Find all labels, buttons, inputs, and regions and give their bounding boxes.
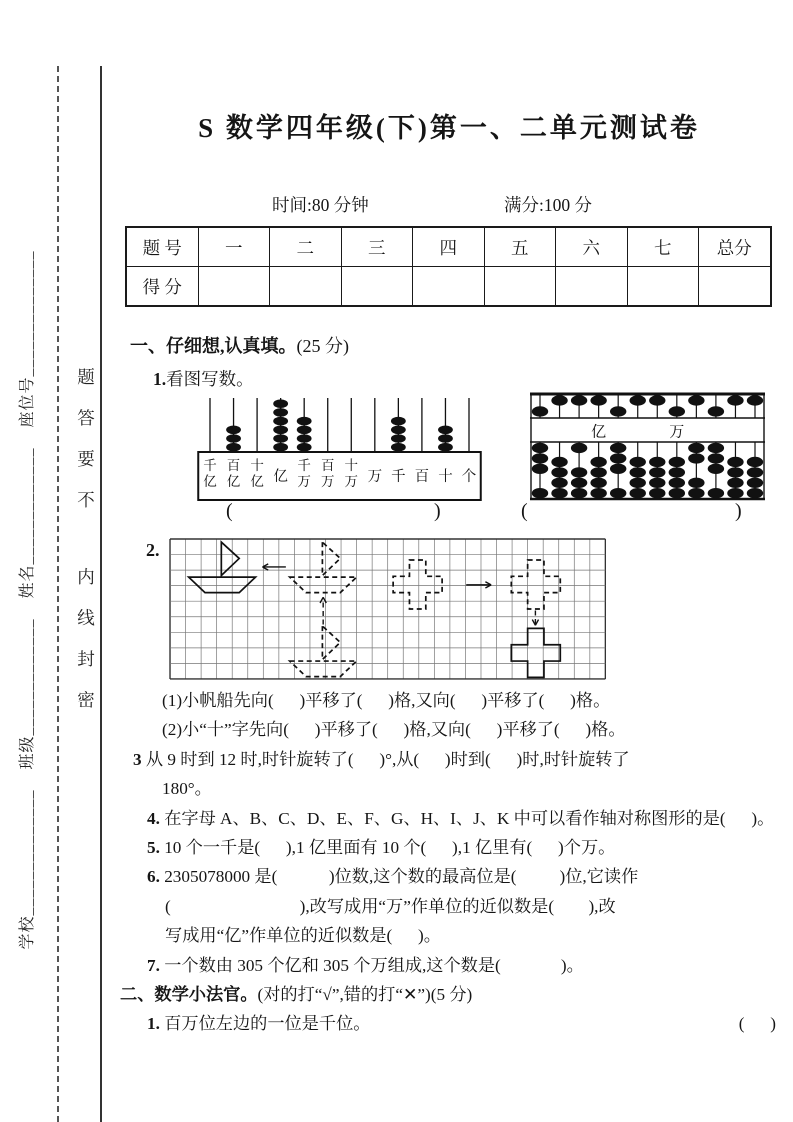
section-one-points: (25 分) [296, 336, 349, 356]
svg-text:千: 千 [391, 469, 406, 485]
question-line [120, 686, 778, 715]
question-text: 一个数由 305 个亿和 305 个万组成,这个数是( )。 [159, 955, 584, 975]
score-table-header-cell: 五 [484, 227, 556, 267]
answer-blank-close-paren: ) [735, 500, 742, 522]
answer-blank-open-paren: ( [226, 500, 233, 522]
question-line [120, 833, 778, 862]
svg-text:百: 百 [226, 458, 241, 473]
question-line [120, 745, 778, 774]
seal-text-char: 答 [77, 408, 95, 428]
question-1-text: 看图写数。 [166, 369, 254, 389]
question-text: 2305078000 是( )位数,这个数的最高位是( )位,它读作 [159, 867, 639, 887]
score-cell-empty [413, 267, 485, 307]
question-line [120, 892, 778, 921]
question-number: 6. [147, 867, 160, 887]
svg-text:亿: 亿 [203, 474, 217, 489]
abacus-figure [530, 390, 765, 503]
question-1-number: 1. [153, 369, 167, 389]
section-one-heading [130, 332, 349, 358]
question-line [120, 980, 778, 1009]
answer-blank-close-paren: ) [434, 500, 441, 522]
page-title: S 数学四年级(下)第一、二单元测试卷 [198, 113, 700, 143]
seal-dashed-line [57, 66, 59, 1122]
question-number: 7. [147, 955, 160, 975]
question-text: 写成用“亿”作单位的近似数是( )。 [165, 926, 441, 946]
question-text: ( ),改写成用“万”作单位的近似数是( ),改 [165, 896, 616, 916]
svg-text:亿: 亿 [250, 474, 264, 489]
section-one-title: 一、仔细想,认真填。 [130, 336, 297, 356]
question-2-grid [169, 538, 606, 680]
svg-text:千: 千 [203, 458, 217, 473]
seal-text-char: 线 [77, 608, 95, 628]
question-line [120, 715, 778, 744]
score-cell-empty [556, 267, 628, 307]
score-cell-empty [699, 267, 771, 307]
question-line [120, 951, 778, 980]
question-text: 180°。 [162, 779, 212, 799]
question-line [120, 804, 778, 833]
seal-text-char: 要 [77, 449, 95, 469]
svg-text:万: 万 [344, 474, 359, 489]
score-table [125, 226, 772, 307]
question-text: 10 个一千是( ),1 亿里面有 10 个( ),1 亿里有( )个万。 [159, 837, 616, 857]
question-number: 4. [147, 808, 160, 828]
question-number: 3 [133, 749, 142, 769]
score-table-header-cell: 七 [627, 227, 699, 267]
answer-blank-open-paren: ( [521, 500, 528, 522]
question-text: 在字母 A、B、C、D、E、F、G、H、I、J、K 中可以看作轴对称图形的是( )。 [159, 808, 775, 828]
question-text: 百万位左边的一位是千位。 [159, 1014, 371, 1034]
score-cell-empty [270, 267, 342, 307]
score-cell-empty [627, 267, 699, 307]
svg-text:亿: 亿 [273, 469, 288, 485]
score-cell-empty [341, 267, 413, 307]
question-line [120, 1009, 778, 1038]
svg-text:万: 万 [367, 469, 383, 485]
question-line [120, 862, 778, 891]
score-cell-empty [198, 267, 270, 307]
score-table-header-cell: 题 号 [126, 227, 198, 267]
score-table-header-cell: 四 [413, 227, 485, 267]
exam-fullscore-label: 满分:100 分 [504, 195, 592, 215]
svg-text:百: 百 [414, 469, 430, 485]
question-text: (对的打“√”,错的打“✕”)(5 分) [257, 984, 473, 1004]
question-2-number: 2. [146, 540, 160, 560]
svg-text:万: 万 [669, 424, 685, 441]
question-number: 1. [147, 1014, 160, 1034]
svg-text:百: 百 [320, 458, 335, 473]
svg-text:个: 个 [461, 469, 477, 485]
student-info-fields: 学校______________ 班级_____________ 姓名_____________ 座位号______________ [19, 250, 36, 950]
question-line [120, 774, 778, 803]
svg-text:万: 万 [297, 474, 311, 489]
true-false-answer-blank: ( ) [738, 1014, 776, 1034]
counting-device-figure [197, 388, 482, 502]
score-table-score-row [126, 267, 771, 307]
question-line [120, 921, 778, 950]
score-table-header-cell: 三 [341, 227, 413, 267]
seal-text-char: 不 [77, 490, 95, 510]
seal-text-char: 内 [77, 567, 95, 587]
question-text-block [120, 686, 778, 1039]
svg-text:十: 十 [344, 458, 359, 473]
seal-text-char: 题 [77, 367, 95, 387]
svg-text:十: 十 [250, 458, 264, 473]
seal-text-char: 密 [77, 690, 95, 710]
svg-text:亿: 亿 [591, 424, 607, 441]
score-table-header-cell: 一 [198, 227, 270, 267]
score-table-header-cell: 二 [270, 227, 342, 267]
score-cell-empty [484, 267, 556, 307]
seal-solid-line [100, 66, 102, 1122]
svg-text:万: 万 [320, 474, 335, 489]
seal-text-char: 封 [77, 649, 95, 669]
question-text: (1)小帆船先向( )平移了( )格,又向( )平移了( )格。 [162, 691, 611, 710]
svg-text:千: 千 [297, 458, 311, 473]
exam-info-row [120, 192, 778, 216]
svg-text:亿: 亿 [226, 474, 241, 489]
seal-text [74, 356, 98, 720]
svg-text:十: 十 [438, 469, 453, 485]
score-table-header-cell: 六 [556, 227, 628, 267]
score-table-header-row [126, 227, 771, 267]
score-row-label: 得 分 [126, 267, 198, 307]
question-number: 5. [147, 837, 160, 857]
exam-time-label: 时间:80 分钟 [272, 195, 369, 215]
question-text: (2)小“十”字先向( )平移了( )格,又向( )平移了( )格。 [162, 720, 626, 740]
score-table-header-cell: 总分 [699, 227, 771, 267]
question-text: 从 9 时到 12 时,时针旋转了( )°,从( )时到( )时,时针旋转了 [141, 749, 630, 769]
question-number: 二、数学小法官。 [120, 984, 258, 1004]
